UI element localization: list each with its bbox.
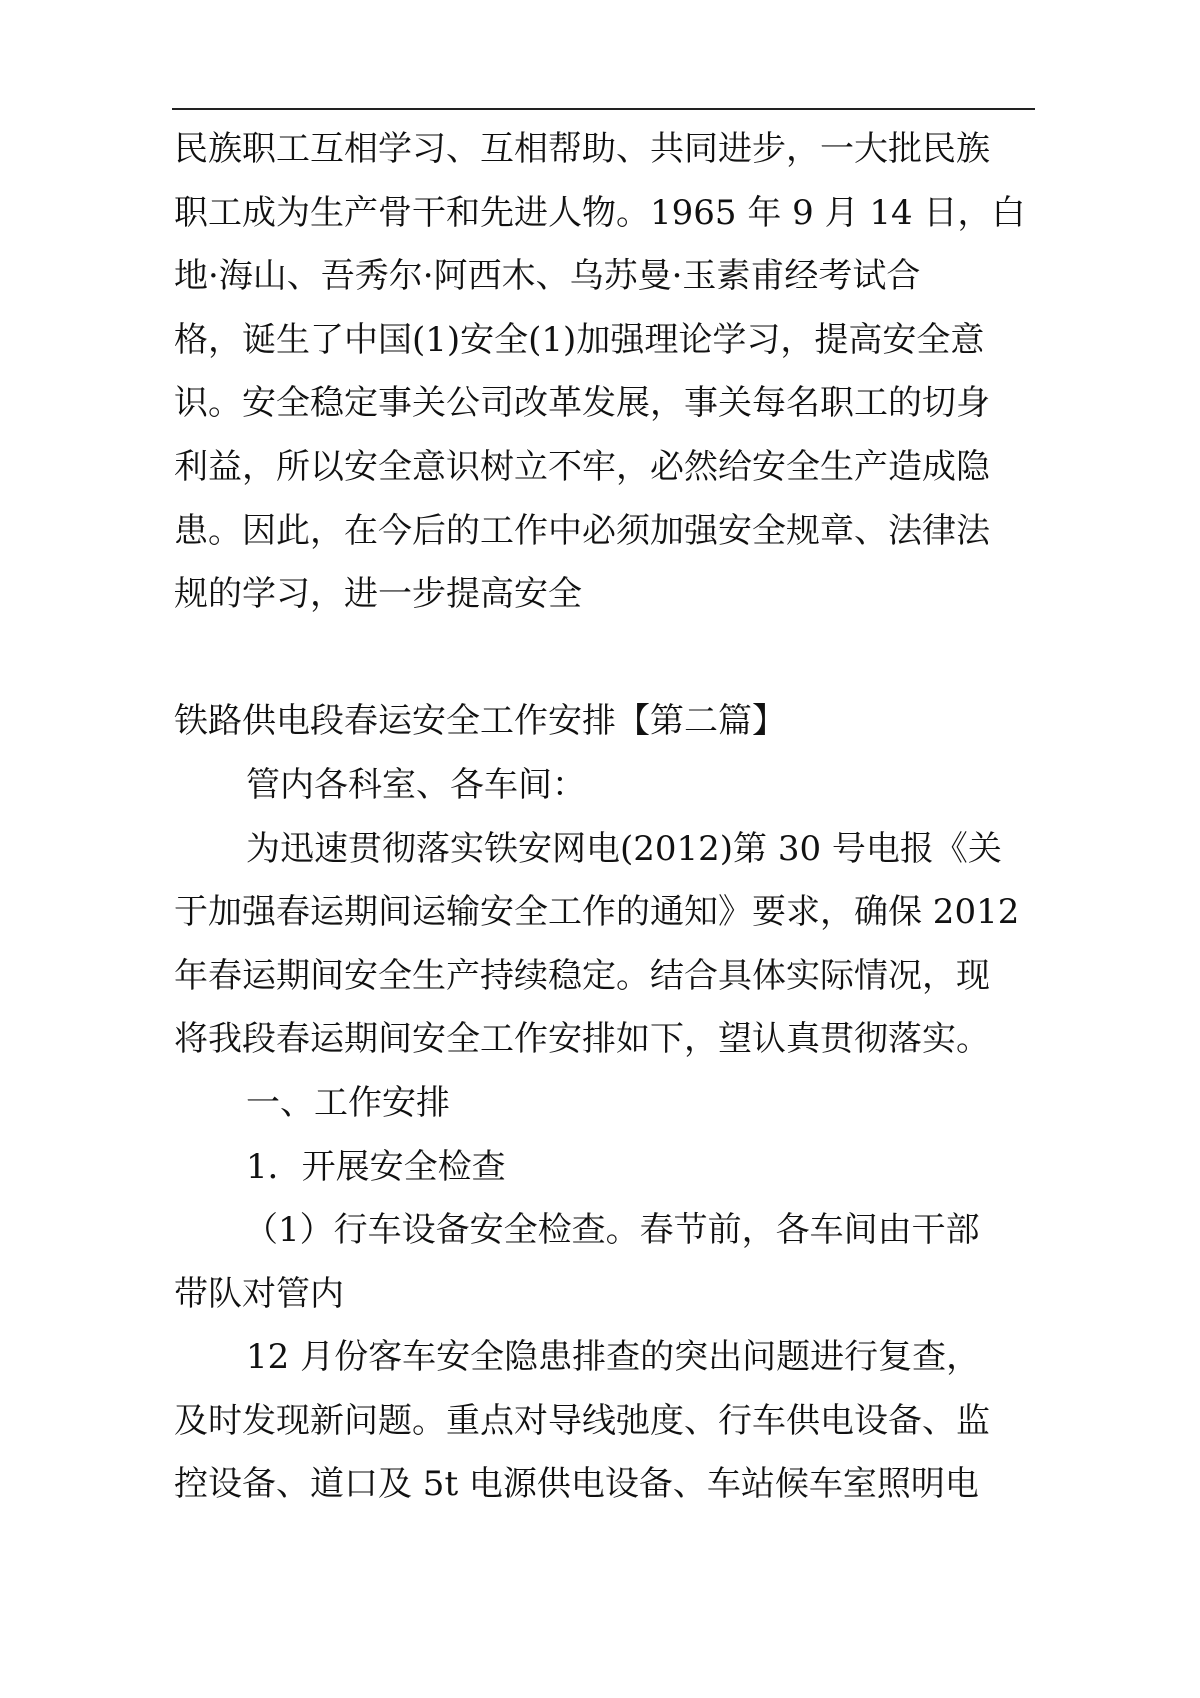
paragraph-equipment-inspection xyxy=(174,1199,1036,1326)
text-line: 民族职工互相学习、互相帮助、共同进步，一大批民族 xyxy=(174,129,990,169)
text-line: 识。安全稳定事关公司改革发展，事关每名职工的切身 xyxy=(174,383,990,424)
text-line: 及时发现新问题。重点对导线弛度、行车供电设备、监 xyxy=(174,1400,990,1441)
section-title: 铁路供电段春运安全工作安排【第二篇】 xyxy=(174,701,786,742)
text-line: （1）行车设备安全检查。春节前，各车间由干部 xyxy=(244,1210,980,1251)
text-line: 地·海山、吾秀尔·阿西木、乌苏曼·玉素甫经考试合 xyxy=(174,256,921,297)
text-line: 12 月份客车安全隐患排查的突出问题进行复查， xyxy=(246,1337,981,1378)
salutation: 管内各科室、各车间： xyxy=(246,764,586,805)
text-line: 格，诞生了中国(1)安全(1)加强理论学习，提高安全意 xyxy=(174,319,985,360)
text-line: 职工成为生产骨干和先进人物。1965 年 9 月 14 日，白 xyxy=(174,192,1026,233)
text-line: 年春运期间安全生产持续稳定。结合具体实际情况，现 xyxy=(174,955,990,996)
text-line: 带队对管内 xyxy=(174,1273,344,1314)
paragraph-continued xyxy=(174,118,1036,627)
blank-line xyxy=(174,627,1036,691)
paragraph-notice xyxy=(174,818,1036,1072)
text-line: 控设备、道口及 5t 电源供电设备、车站候车室照明电 xyxy=(174,1464,979,1505)
text-line: 患。因此，在今后的工作中必须加强安全规章、法律法 xyxy=(174,510,990,551)
heading-work-arrangement: 一、工作安排 xyxy=(246,1082,450,1123)
header-rule xyxy=(172,108,1035,110)
paragraph-recheck xyxy=(174,1326,1036,1517)
heading-safety-inspection: 1．开展安全检查 xyxy=(246,1146,506,1187)
document-body xyxy=(174,118,1036,1517)
text-line: 为迅速贯彻落实铁安网电(2012)第 30 号电报《关 xyxy=(246,828,1002,869)
text-line: 将我段春运期间安全工作安排如下，望认真贯彻落实。 xyxy=(174,1019,990,1060)
text-line: 于加强春运期间运输安全工作的通知》要求，确保 2012 xyxy=(174,892,1020,933)
text-line: 规的学习，进一步提高安全 xyxy=(174,574,582,615)
text-line: 利益，所以安全意识树立不牢，必然给安全生产造成隐 xyxy=(174,446,990,487)
